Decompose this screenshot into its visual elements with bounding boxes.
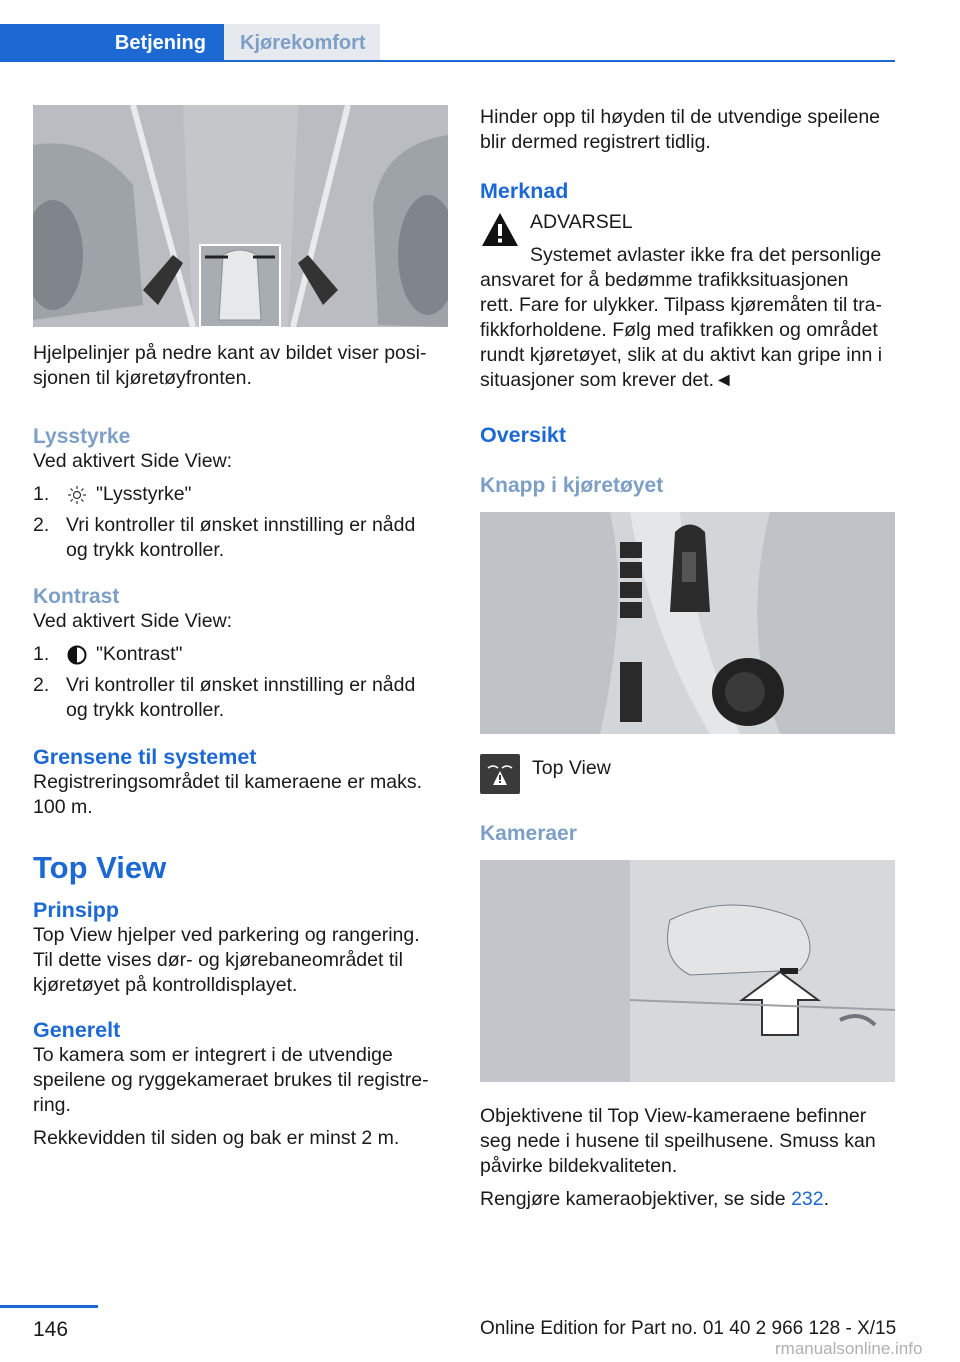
button-console-illustration xyxy=(480,512,895,734)
topview-button-row xyxy=(480,754,895,794)
kontrast-intro: Ved aktivert Side View: xyxy=(33,610,233,632)
right-column xyxy=(480,105,895,1212)
lysstyrke-intro: Ved aktivert Side View: xyxy=(33,450,233,472)
heading-kontrast: Kontrast xyxy=(33,585,120,608)
sun-icon xyxy=(66,484,88,506)
lysstyrke-list xyxy=(33,482,448,563)
warning-block xyxy=(480,210,895,268)
heading-knapp: Knapp i kjøretøyet xyxy=(480,474,664,497)
objectives-text: Objektivene til Top View-kameraene befinner seg nede i husene til speilhusene. Smuss kan påvirke bildekvaliteten. xyxy=(480,1105,876,1177)
section-title-top-view: Top View xyxy=(33,850,167,885)
warning-triangle-icon xyxy=(480,210,520,250)
warning-label: ADVARSEL xyxy=(530,211,633,233)
tab-kjorekomfort[interactable]: Kjørekomfort xyxy=(224,24,380,62)
contrast-icon xyxy=(66,644,88,666)
grensene-text: Registreringsområdet til kameraene er maks. 100 m. xyxy=(33,771,423,818)
figure-caption: Hjelpelinjer på nedre kant av bildet viser posi- sjonen til kjøretøyfronten. xyxy=(33,342,427,389)
heading-grensene: Grensene til systemet xyxy=(33,745,257,769)
top-view-label: Top View xyxy=(532,757,611,779)
warning-text: ansvaret for å bedømme trafikksituasjonen rett. Fare for ulykker. Tilpass kjøremåten til tra- fikkforholdene. Følg med trafikken og området rundt kjøretøyet, slik at du aktivt kan gripe inn i situasjoner som krever det.◄ xyxy=(480,269,883,391)
page-number: 146 xyxy=(33,1318,69,1341)
generelt-text: To kamera som er integrert i de utvendige speilene og ryggekameraet brukes til registre- ring. xyxy=(33,1044,429,1116)
heading-generelt: Generelt xyxy=(33,1018,121,1042)
prinsipp-text: Top View hjelper ved parkering og rangering. Til dette vises dør- og kjørebaneområdet til kjøretøyet på kontrolldisplayet. xyxy=(33,924,420,996)
mirror-camera-illustration xyxy=(480,860,895,1082)
intro-text: Hinder opp til høyden til de utvendige speilene blir dermed registrert tidlig. xyxy=(480,106,881,153)
heading-lysstyrke: Lysstyrke xyxy=(33,425,131,448)
warning-line-1: Systemet avlaster ikke fra det personlige xyxy=(530,244,882,266)
generelt-range: Rekkevidden til siden og bak er minst 2 m. xyxy=(33,1127,400,1149)
kontrast-list xyxy=(33,642,448,723)
heading-merknad: Merknad xyxy=(480,179,569,203)
list-item: 1. "Kontrast" xyxy=(33,643,183,665)
top-view-button-icon xyxy=(480,754,520,794)
tab-betjening[interactable]: Betjening xyxy=(0,24,224,62)
left-column xyxy=(33,105,448,1151)
header-rule xyxy=(0,60,895,62)
list-item: 2. Vri kontroller til ønsket innstilling er nådd og trykk kontroller. xyxy=(33,514,416,561)
footer-rule xyxy=(0,1305,98,1308)
side-view-illustration xyxy=(33,105,448,327)
mirror-image xyxy=(480,860,895,1082)
heading-oversikt: Oversikt xyxy=(480,423,567,447)
side-view-image xyxy=(33,105,448,327)
cleaning-reference: Rengjøre kameraobjektiver, se side 232. xyxy=(480,1188,830,1210)
heading-kameraer: Kameraer xyxy=(480,822,577,845)
list-item: 1. "Lysstyrke" xyxy=(33,483,192,505)
watermark: rmanualsonline.info xyxy=(775,1339,923,1358)
console-image xyxy=(480,512,895,734)
heading-prinsipp: Prinsipp xyxy=(33,898,120,922)
page-link-232[interactable]: 232 xyxy=(791,1188,824,1210)
edition-text: Online Edition for Part no. 01 40 2 966 128 - X/15 xyxy=(480,1318,897,1339)
list-item: 2. Vri kontroller til ønsket innstilling er nådd og trykk kontroller. xyxy=(33,674,416,721)
